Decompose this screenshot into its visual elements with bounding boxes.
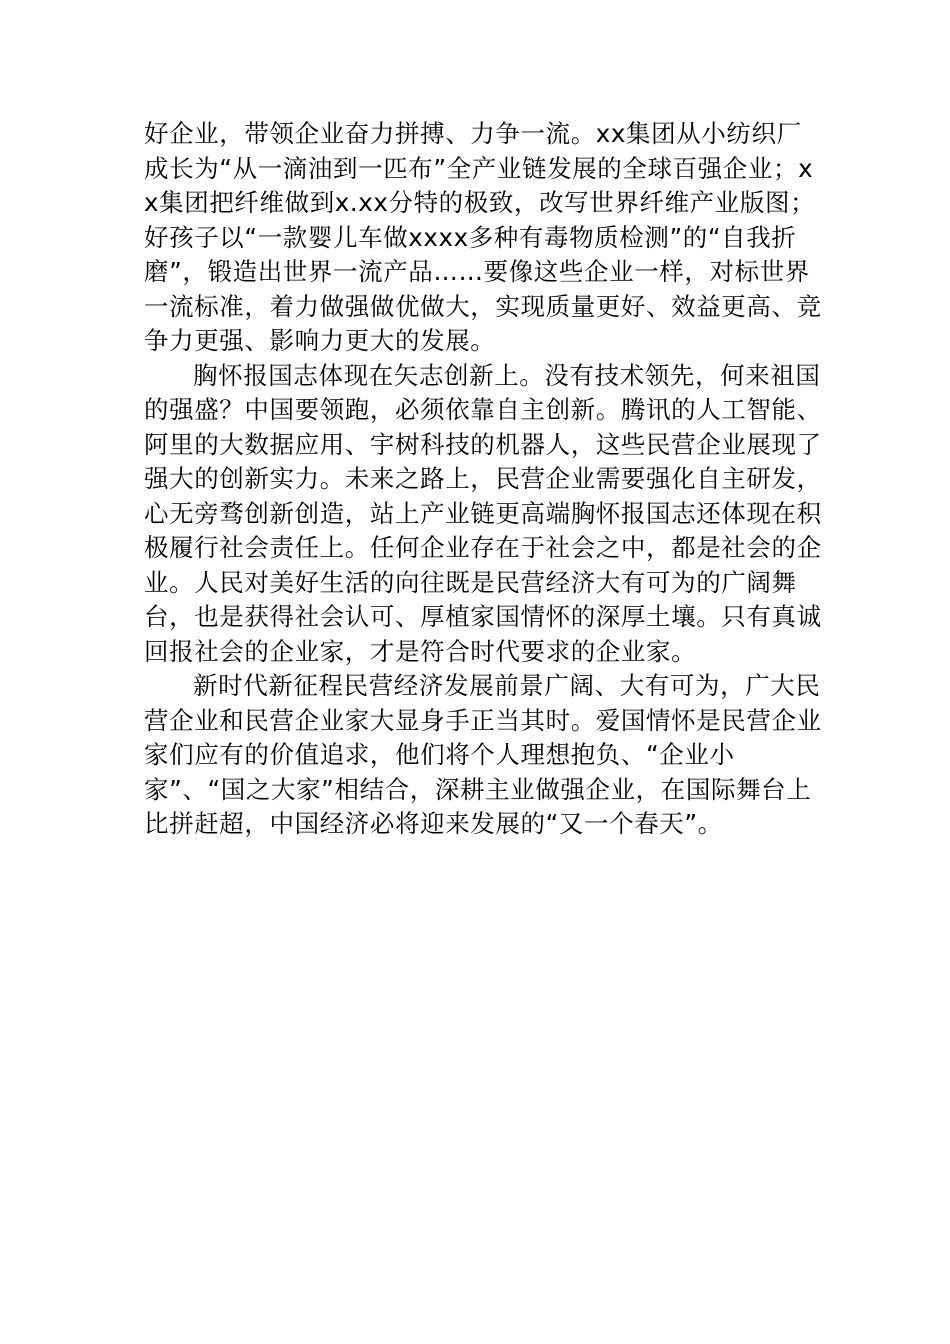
paragraph-2: 胸怀报国志体现在矢志创新上。没有技术领先，何来祖国的强盛？中国要领跑，必须依靠自主创新。腾讯的人工智能、阿里的大数据应用、宇树科技的机器人，这些民营企业展现了强大的创新实力。未来之路上，民营企业需要强化自主研发，心无旁骛创新创造，站上产业链更高端胸怀报国志还体现在积极履行社会责任上。任何企业存在于社会之中，都是社会的企业。人民对美好生活的向往既是民营经济大有可为的广阔舞台，也是获得社会认可、厚植家国情怀的深厚土壤。只有真诚回报社会的企业家，才是符合时代要求的企业家。 bbox=[144, 360, 822, 666]
paragraph-1: 好企业，带领企业奋力拼搏、力争一流。xx集团从小纺织厂成长为“从一滴油到一匹布”全产业链发展的全球百强企业；xx集团把纤维做到x.xx分特的极致，改写世界纤维产业版图；好孩子以“一款婴儿车做xxxx多种有毒物质检测”的“自我折磨”，锻造出世界一流产品……要像这些企业一样，对标世界一流标准，着力做强做优做大，实现质量更好、效益更高、竞争力更强、影响力更大的发展。 bbox=[144, 119, 822, 355]
document-body bbox=[144, 117, 824, 842]
paragraph-3: 新时代新征程民营经济发展前景广阔、大有可为，广大民营企业和民营企业家大显身手正当其时。爱国情怀是民营企业家们应有的价值追求，他们将个人理想抱负、“企业小家”、“国之大家”相结合，深耕主业做强企业，在国际舞台上比拼赶超，中国经济必将迎来发展的“又一个春天”。 bbox=[144, 671, 822, 838]
